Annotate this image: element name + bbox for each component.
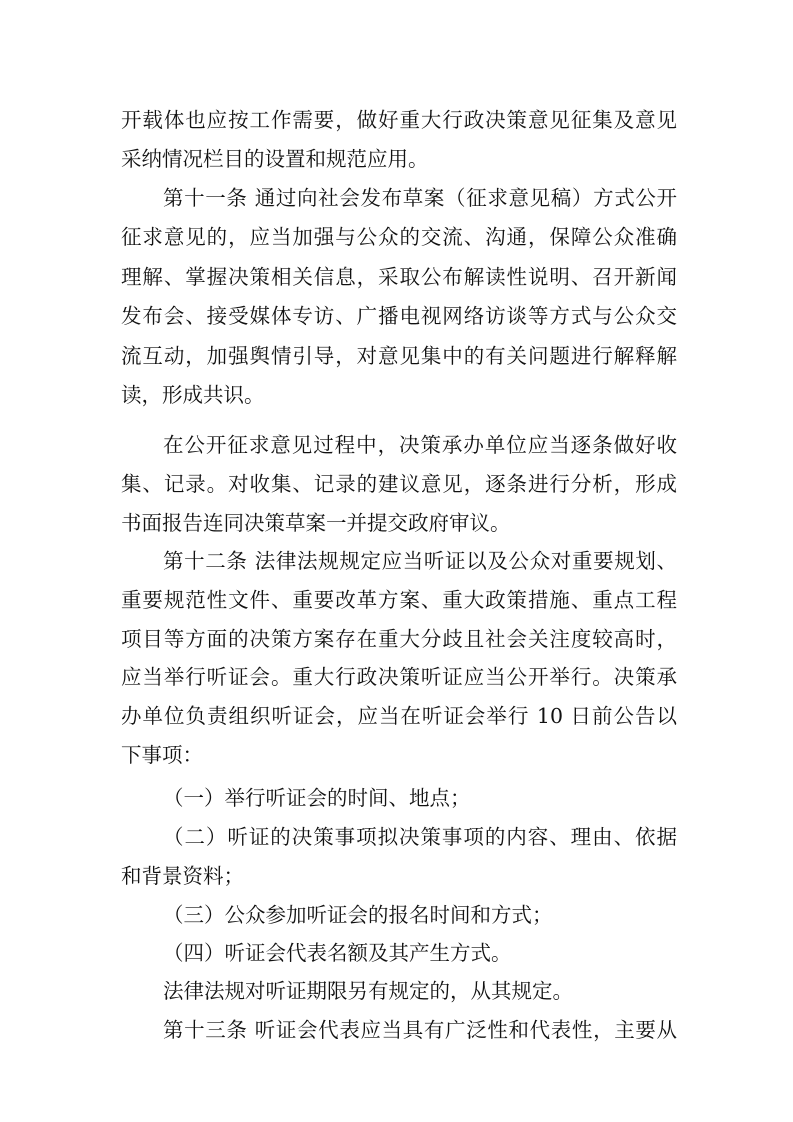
text-line: 办单位负责组织听证会，应当在听证会举行 10 日前公告以 xyxy=(121,704,677,728)
text-line: 征求意见的，应当加强与公众的交流、沟通，保障公众准确 xyxy=(121,225,677,249)
text-line: 书面报告连同决策草案一并提交政府审议。 xyxy=(121,511,511,535)
list-item: （一）举行听证会的时间、地点； xyxy=(163,786,471,810)
text-line: 在公开征求意见过程中，决策承办单位应当逐条做好收 xyxy=(163,433,677,457)
text-line: 项目等方面的决策方案存在重大分歧且社会关注度较高时， xyxy=(121,627,677,651)
text-line: 法律法规对听证期限另有规定的，从其规定。 xyxy=(163,979,573,1003)
text-line: 下事项： xyxy=(121,743,203,767)
article-12-heading-line: 第十二条 法律法规规定应当听证以及公众对重要规划、 xyxy=(163,549,677,573)
text-line: 开载体也应按工作需要，做好重大行政决策意见征集及意见 xyxy=(121,108,677,132)
list-item: （三）公众参加听证会的报名时间和方式； xyxy=(163,903,553,927)
text-line: 重要规范性文件、重要改革方案、重大政策措施、重点工程 xyxy=(121,588,677,612)
text-line: 理解、掌握决策相关信息，采取公布解读性说明、召开新闻 xyxy=(121,265,677,289)
article-13-heading-line: 第十三条 听证会代表应当具有广泛性和代表性，主要从 xyxy=(163,1018,677,1042)
article-11-heading-line: 第十一条 通过向社会发布草案（征求意见稿）方式公开 xyxy=(163,186,677,210)
text-line: 和背景资料； xyxy=(121,864,244,888)
text-line: 发布会、接受媒体专访、广播电视网络访谈等方式与公众交 xyxy=(121,304,677,328)
text-line: 应当举行听证会。重大行政决策听证应当公开举行。决策承 xyxy=(121,665,677,689)
text-line: 采纳情况栏目的设置和规范应用。 xyxy=(121,147,429,171)
text-line: 读，形成共识。 xyxy=(121,383,265,407)
text-line: 集、记录。对收集、记录的建议意见，逐条进行分析，形成 xyxy=(121,472,677,496)
list-item: （四）听证会代表名额及其产生方式。 xyxy=(163,941,512,965)
list-item: （二）听证的决策事项拟决策事项的内容、理由、依据 xyxy=(163,825,677,849)
text-line: 流互动，加强舆情引导，对意见集中的有关问题进行解释解 xyxy=(121,344,677,368)
